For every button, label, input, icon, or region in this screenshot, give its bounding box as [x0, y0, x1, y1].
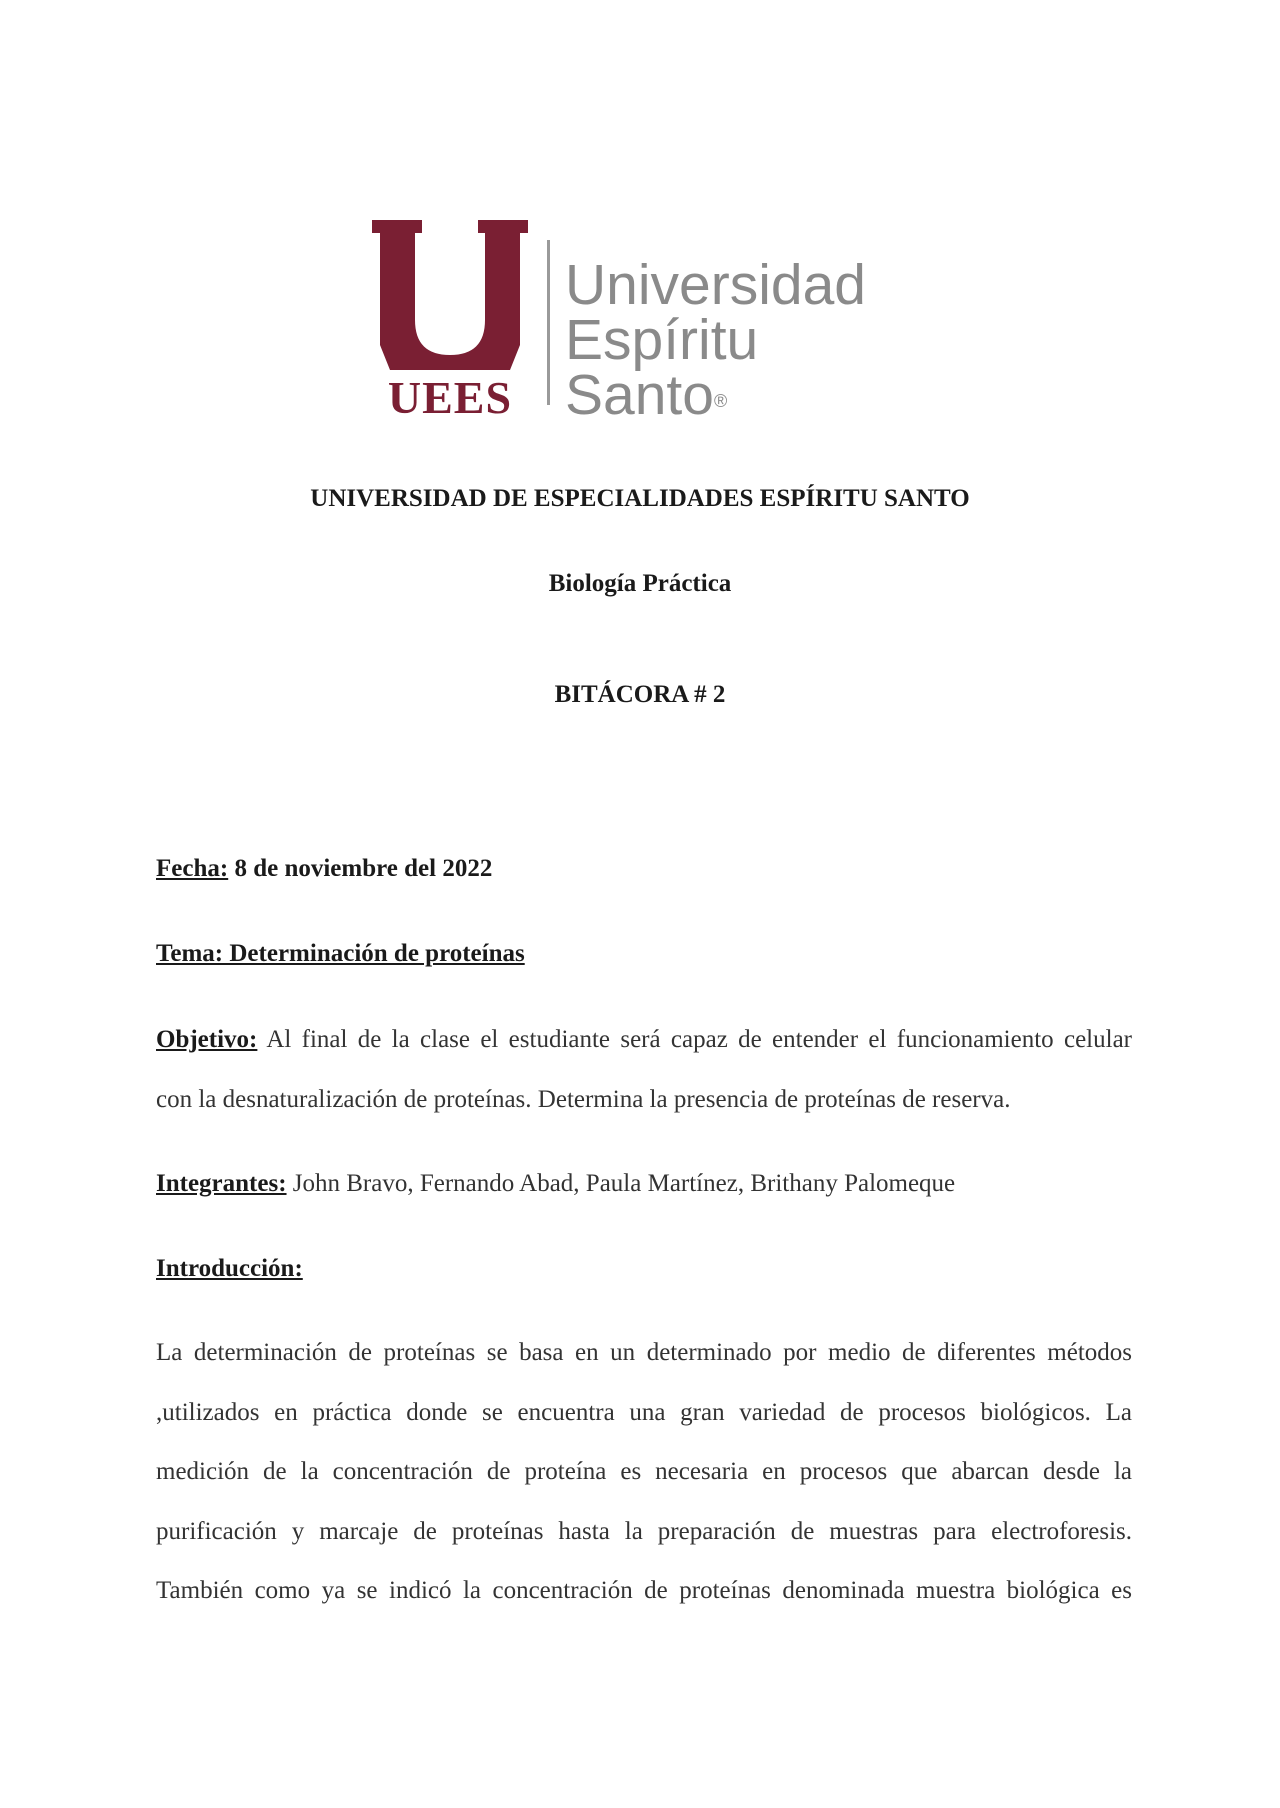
tema-line	[156, 940, 1132, 968]
objetivo-label: Objetivo:	[156, 1026, 258, 1053]
logo-divider	[547, 240, 550, 405]
intro-line-1: La determinación de proteínas se basa en un determinado por medio de diferentes métodos	[156, 1339, 1132, 1366]
objetivo-line-2: con la desnaturalización de proteínas. Determina la presencia de proteínas de reserva.	[156, 1085, 1011, 1113]
objetivo-paragraph	[156, 1010, 1132, 1129]
logo-abbreviation: UEES	[387, 372, 513, 423]
log-title: BITÁCORA # 2	[554, 681, 726, 708]
intro-line-5: También como ya se indicó la concentración de proteínas denominada muestra biológica es	[156, 1577, 1132, 1604]
university-logo	[360, 215, 920, 425]
objetivo-line-1: Objetivo: Al final de la clase el estudiante será capaz de entender el funcionamiento celular	[156, 1026, 1132, 1053]
fecha-value: 8 de noviembre del 2022	[228, 855, 493, 882]
logo-line-1: Universidad	[565, 253, 866, 317]
university-name: UNIVERSIDAD DE ESPECIALIDADES ESPÍRITU SANTO	[310, 485, 970, 512]
logo-line-2: Espíritu Santo®	[565, 308, 759, 427]
introduccion-paragraph	[156, 1323, 1132, 1621]
intro-line-3: medición de la concentración de proteína es necesaria en procesos que abarcan desde la	[156, 1458, 1132, 1485]
logo-wordmark	[565, 253, 920, 427]
introduccion-heading	[156, 1255, 1132, 1283]
tema-label: Tema: Determinación de proteínas	[156, 940, 525, 967]
integrantes-line	[156, 1170, 1132, 1198]
course-name: Biología Práctica	[548, 570, 732, 597]
registered-mark: ®	[713, 391, 728, 411]
intro-line-4: purificación y marcaje de proteínas hasta la preparación de muestras para electroforesis.	[156, 1517, 1132, 1545]
intro-line-2: ,utilizados en práctica donde se encuentra una gran variedad de procesos biológicos. La	[156, 1398, 1132, 1426]
fecha-line	[156, 855, 1132, 883]
integrantes-value: John Bravo, Fernando Abad, Paula Martínez, Brithany Palomeque	[286, 1170, 956, 1197]
introduccion-label: Introducción:	[156, 1255, 303, 1282]
integrantes-label: Integrantes:	[156, 1170, 287, 1197]
fecha-label: Fecha:	[156, 855, 229, 882]
